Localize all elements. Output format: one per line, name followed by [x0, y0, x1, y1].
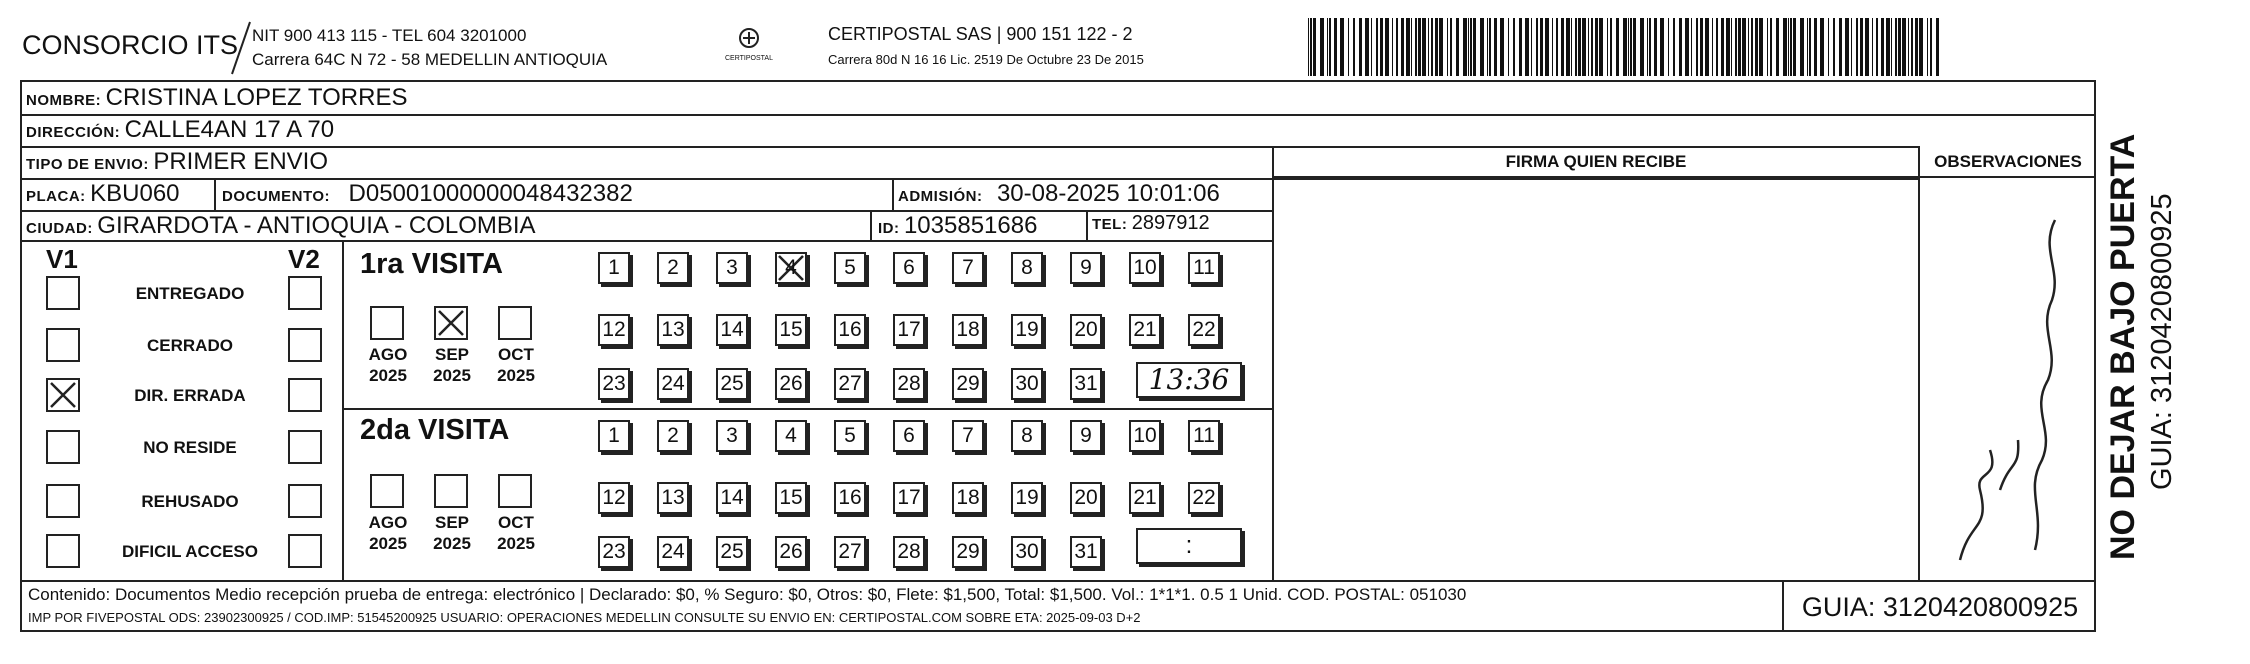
- barcode-bar: [1401, 18, 1404, 76]
- barcode-bar: [1814, 18, 1817, 76]
- barcode-bar: [1721, 18, 1724, 76]
- barcode-bar: [1519, 18, 1522, 76]
- day-box[interactable]: 30: [1011, 368, 1043, 400]
- barcode-bar: [1599, 18, 1603, 76]
- day-box[interactable]: 8: [1011, 420, 1043, 452]
- barcode-bar: [1860, 18, 1863, 76]
- logo-icon: [734, 26, 764, 50]
- carrier-name: CERTIPOSTAL SAS | 900 151 122 - 2: [828, 24, 1133, 44]
- status-checkbox-v2[interactable]: [288, 484, 322, 518]
- barcode-bar: [1353, 18, 1355, 76]
- month-year: 2025: [369, 366, 407, 385]
- admision-label: ADMISIÓN:: [898, 188, 983, 205]
- day-box[interactable]: 20: [1070, 314, 1102, 346]
- barcode-bar: [1561, 18, 1564, 76]
- ciudad-row: [26, 212, 536, 240]
- day-box[interactable]: 29: [952, 536, 984, 568]
- day-box[interactable]: 30: [1011, 536, 1043, 568]
- day-box[interactable]: 19: [1011, 314, 1043, 346]
- barcode-bar: [1898, 18, 1901, 76]
- barcode-bar: [1915, 18, 1918, 76]
- day-box[interactable]: 20: [1070, 482, 1102, 514]
- day-box[interactable]: 1: [598, 420, 630, 452]
- documento-value: D05001000000048432382: [348, 180, 633, 207]
- barcode-bar: [1494, 18, 1497, 76]
- barcode-bar: [1540, 18, 1543, 76]
- barcode-bar: [1418, 18, 1421, 76]
- barcode-bar: [1845, 18, 1849, 76]
- documento-label: DOCUMENTO:: [222, 188, 331, 205]
- direccion-value: CALLE4AN 17 A 70: [124, 116, 335, 143]
- barcode-bar: [1660, 18, 1664, 76]
- barcode-bar: [1751, 18, 1753, 76]
- barcode-bar: [1531, 18, 1532, 76]
- barcode-bar: [1422, 18, 1426, 76]
- barcode-bar: [1851, 18, 1852, 76]
- id-row: [878, 212, 1037, 240]
- barcode-bar: [1654, 18, 1657, 76]
- company-name: CONSORCIO ITS: [22, 30, 239, 60]
- day-box[interactable]: 6: [893, 252, 925, 284]
- barcode-bar: [1513, 18, 1515, 76]
- company-address: Carrera 64C N 72 - 58 MEDELLIN ANTIOQUIA: [252, 50, 608, 69]
- barcode-bar: [1616, 18, 1619, 76]
- day-box[interactable]: 13: [657, 314, 689, 346]
- day-box[interactable]: 14: [716, 314, 748, 346]
- tipo-value: PRIMER ENVIO: [153, 148, 329, 175]
- status-label: REHUSADO: [141, 492, 239, 511]
- barcode-bar: [1696, 18, 1698, 76]
- barcode-bar: [1833, 18, 1835, 76]
- day-box[interactable]: 12: [598, 482, 630, 514]
- day-box[interactable]: 7: [952, 252, 984, 284]
- barcode-bar: [1340, 18, 1344, 76]
- barcode-bar: [1783, 18, 1787, 76]
- barcode-bar: [1575, 18, 1577, 76]
- barcode-bar: [1911, 18, 1913, 76]
- barcode-bar: [1556, 18, 1558, 76]
- side-warning: NO DEJAR BAJO PUERTA: [2104, 133, 2142, 560]
- contenido-text: Contenido: Documentos Medio recepción prueba de entrega: electrónico | Declarado: $0, % Seguro: $0, Otros: $0, Flete: $1,500, Total: $1,500. Vol.: 1*1*1. 0.5 1 Unid. COD. POSTAL: 051030: [28, 585, 1467, 604]
- day-box[interactable]: 27: [834, 368, 866, 400]
- day-box[interactable]: 18: [952, 314, 984, 346]
- barcode-bar: [1673, 18, 1675, 76]
- barcode-bar: [1431, 18, 1433, 76]
- barcode-bar: [1435, 18, 1438, 76]
- status-label: DIR. ERRADA: [134, 386, 246, 405]
- day-box[interactable]: 7: [952, 420, 984, 452]
- day-box[interactable]: 15: [775, 482, 807, 514]
- barcode-bar: [1610, 18, 1612, 76]
- observaciones-label: OBSERVACIONES: [1934, 152, 2082, 171]
- barcode-bar: [1392, 18, 1393, 76]
- status-label: DIFICIL ACCESO: [121, 542, 258, 561]
- visit2-time: :: [1185, 532, 1193, 559]
- barcode-bar: [1365, 18, 1369, 76]
- barcode-bar: [1755, 18, 1758, 76]
- barcode: [1308, 18, 1942, 76]
- month-name: AGO: [368, 345, 408, 364]
- status-checkbox-v2[interactable]: [288, 534, 322, 568]
- barcode-bar: [1800, 18, 1804, 76]
- barcode-bar: [1930, 18, 1932, 76]
- nit-line: NIT 900 413 115 - TEL 604 3201000: [252, 26, 527, 45]
- day-box[interactable]: 5: [834, 420, 866, 452]
- barcode-bar: [1700, 18, 1703, 76]
- day-box[interactable]: 10: [1129, 420, 1161, 452]
- barcode-bar: [1578, 18, 1581, 76]
- barcode-bar: [1872, 18, 1873, 76]
- day-box[interactable]: 31: [1070, 536, 1102, 568]
- barcode-bar: [1313, 18, 1316, 76]
- day-box[interactable]: 10: [1129, 252, 1161, 284]
- day-box[interactable]: 18: [952, 482, 984, 514]
- barcode-bar: [1468, 18, 1469, 76]
- barcode-bar: [1320, 18, 1324, 76]
- barcode-bar: [1591, 18, 1593, 76]
- status-checkbox-v2[interactable]: [288, 430, 322, 464]
- id-label: ID:: [878, 220, 900, 237]
- barcode-bar: [1716, 18, 1718, 76]
- barcode-bar: [1820, 18, 1824, 76]
- nombre-value: CRISTINA LOPEZ TORRES: [105, 84, 408, 111]
- barcode-bar: [1359, 18, 1362, 76]
- nombre-label: NOMBRE:: [26, 92, 102, 109]
- status-label: ENTREGADO: [135, 284, 245, 303]
- day-box[interactable]: 19: [1011, 482, 1043, 514]
- day-box[interactable]: 3: [716, 252, 748, 284]
- month-year: 2025: [497, 366, 535, 385]
- status-checkbox-v1[interactable]: [46, 328, 80, 362]
- barcode-bar: [1640, 18, 1644, 76]
- barcode-bar: [1525, 18, 1529, 76]
- barcode-bar: [1936, 18, 1939, 76]
- day-box[interactable]: 13: [657, 482, 689, 514]
- day-box[interactable]: 3: [716, 420, 748, 452]
- barcode-bar: [1406, 18, 1410, 76]
- id-value: 1035851686: [903, 212, 1038, 239]
- barcode-bar: [1788, 18, 1789, 76]
- month-year: 2025: [369, 534, 407, 553]
- visit1-time-box[interactable]: [1136, 362, 1242, 398]
- barcode-bar: [1571, 18, 1572, 76]
- barcode-bar: [1790, 18, 1792, 76]
- barcode-bar: [1759, 18, 1763, 76]
- month-name: SEP: [434, 513, 470, 532]
- barcode-bar: [1895, 18, 1897, 76]
- barcode-bar: [1839, 18, 1842, 76]
- barcode-bar: [1500, 18, 1504, 76]
- day-box[interactable]: 4: [775, 252, 807, 284]
- day-box[interactable]: 31: [1070, 368, 1102, 400]
- direccion-label: DIRECCIÓN:: [26, 124, 121, 141]
- visit2-title: 2da VISITA: [360, 414, 510, 446]
- month-checkbox[interactable]: [434, 306, 468, 340]
- visit2-time-box[interactable]: [1136, 528, 1242, 564]
- day-box[interactable]: 16: [834, 482, 866, 514]
- day-box[interactable]: 24: [657, 368, 689, 400]
- day-box[interactable]: 1: [598, 252, 630, 284]
- admision-value: 30-08-2025 10:01:06: [996, 180, 1220, 207]
- firma-label: FIRMA QUIEN RECIBE: [1505, 152, 1687, 171]
- month-checkbox[interactable]: [498, 474, 532, 508]
- barcode-bar: [1348, 18, 1349, 76]
- day-box[interactable]: 2: [657, 420, 689, 452]
- barcode-bar: [1376, 18, 1378, 76]
- status-checkbox-v1[interactable]: [46, 534, 80, 568]
- barcode-bar: [1396, 18, 1398, 76]
- barcode-bar: [1649, 18, 1651, 76]
- month-year: 2025: [433, 366, 471, 385]
- barcode-bar: [1807, 18, 1808, 76]
- tel-label: TEL:: [1092, 216, 1128, 233]
- day-box[interactable]: 25: [716, 368, 748, 400]
- v1-label: V1: [46, 244, 78, 274]
- barcode-bar: [1428, 18, 1429, 76]
- barcode-bar: [1473, 18, 1476, 76]
- barcode-bar: [1588, 18, 1589, 76]
- nombre-row: [26, 84, 407, 112]
- barcode-bar: [1828, 18, 1829, 76]
- barcode-bar: [1630, 18, 1632, 76]
- barcode-bar: [1329, 18, 1331, 76]
- barcode-bar: [1865, 18, 1869, 76]
- logo-text: CERTIPOSTAL: [725, 55, 773, 62]
- barcode-bar: [1809, 18, 1811, 76]
- day-box[interactable]: 9: [1070, 420, 1102, 452]
- barcode-bar: [1856, 18, 1858, 76]
- barcode-bar: [1623, 18, 1627, 76]
- barcode-bar: [1633, 18, 1636, 76]
- day-box[interactable]: 26: [775, 368, 807, 400]
- day-box[interactable]: 25: [716, 536, 748, 568]
- barcode-bar: [1735, 18, 1737, 76]
- barcode-bar: [1308, 18, 1309, 76]
- documento-row: [222, 180, 633, 208]
- day-box[interactable]: 6: [893, 420, 925, 452]
- barcode-bar: [1738, 18, 1741, 76]
- barcode-bar: [1552, 18, 1553, 76]
- side-guia: GUIA: 3120420800925: [2146, 193, 2178, 490]
- barcode-bar: [1748, 18, 1749, 76]
- barcode-bar: [1647, 18, 1648, 76]
- barcode-bar: [1726, 18, 1730, 76]
- month-checkbox[interactable]: [370, 306, 404, 340]
- month-checkbox[interactable]: [370, 474, 404, 508]
- carrier-address: Carrera 80d N 16 16 Lic. 2519 De Octubre 23 De 2015: [828, 52, 1144, 67]
- barcode-bar: [1566, 18, 1570, 76]
- status-checkbox-v2[interactable]: [288, 276, 322, 310]
- day-box[interactable]: 17: [893, 314, 925, 346]
- barcode-bar: [1628, 18, 1629, 76]
- month-name: AGO: [368, 513, 408, 532]
- barcode-bar: [1371, 18, 1372, 76]
- barcode-bar: [1463, 18, 1467, 76]
- barcode-bar: [1334, 18, 1337, 76]
- ciudad-label: CIUDAD:: [26, 220, 93, 237]
- tipo-label: TIPO DE ENVIO:: [26, 156, 149, 173]
- day-box[interactable]: 8: [1011, 252, 1043, 284]
- observaciones-handwriting: [1930, 190, 2090, 575]
- status-checkbox-v2[interactable]: [288, 378, 322, 412]
- barcode-bar: [1891, 18, 1892, 76]
- month-checkbox[interactable]: [498, 306, 532, 340]
- placa-value: KBU060: [90, 180, 180, 207]
- barcode-bar: [1411, 18, 1412, 76]
- barcode-bar: [1545, 18, 1549, 76]
- day-box[interactable]: 21: [1129, 314, 1161, 346]
- barcode-bar: [1439, 18, 1443, 76]
- status-label: CERRADO: [147, 336, 233, 355]
- day-box[interactable]: 23: [598, 368, 630, 400]
- barcode-bar: [1327, 18, 1328, 76]
- day-box[interactable]: 11: [1188, 252, 1220, 284]
- barcode-bar: [1927, 18, 1928, 76]
- barcode-bar: [1380, 18, 1383, 76]
- day-box[interactable]: 29: [952, 368, 984, 400]
- tel-row: [1092, 212, 1210, 235]
- barcode-bar: [1793, 18, 1796, 76]
- barcode-bar: [1607, 18, 1608, 76]
- day-box[interactable]: 22: [1188, 482, 1220, 514]
- status-checkbox-v1[interactable]: [46, 484, 80, 518]
- status-checkbox-v2[interactable]: [288, 328, 322, 362]
- month-name: SEP: [434, 345, 470, 364]
- placa-row: [26, 180, 180, 208]
- direccion-row: [26, 116, 334, 144]
- barcode-bar: [1582, 18, 1586, 76]
- barcode-bar: [1919, 18, 1923, 76]
- month-year: 2025: [497, 534, 535, 553]
- day-box[interactable]: 5: [834, 252, 866, 284]
- barcode-bar: [1902, 18, 1906, 76]
- barcode-bar: [1691, 18, 1692, 76]
- day-box[interactable]: 17: [893, 482, 925, 514]
- barcode-bar: [1886, 18, 1890, 76]
- day-box[interactable]: 27: [834, 536, 866, 568]
- admision-row: [898, 180, 1220, 208]
- barcode-bar: [1731, 18, 1732, 76]
- month-name: OCT: [498, 513, 534, 532]
- certipostal-logo: [722, 26, 776, 62]
- day-box[interactable]: 23: [598, 536, 630, 568]
- status-checkbox-v1[interactable]: [46, 430, 80, 464]
- v2-label: V2: [288, 244, 320, 274]
- day-box[interactable]: 24: [657, 536, 689, 568]
- tel-value: 2897912: [1131, 212, 1210, 234]
- barcode-bar: [1508, 18, 1509, 76]
- slash-divider: [228, 18, 254, 78]
- day-box[interactable]: 11: [1188, 420, 1220, 452]
- barcode-bar: [1776, 18, 1779, 76]
- footer-guia: GUIA: 3120420800925: [1801, 592, 2079, 622]
- day-box[interactable]: 26: [775, 536, 807, 568]
- day-box[interactable]: 12: [598, 314, 630, 346]
- barcode-bar: [1712, 18, 1713, 76]
- day-box[interactable]: 14: [716, 482, 748, 514]
- day-box[interactable]: 4: [775, 420, 807, 452]
- barcode-bar: [1385, 18, 1389, 76]
- month-name: OCT: [498, 345, 534, 364]
- barcode-bar: [1767, 18, 1768, 76]
- barcode-bar: [1685, 18, 1689, 76]
- day-box[interactable]: 28: [893, 536, 925, 568]
- barcode-bar: [1487, 18, 1488, 76]
- barcode-bar: [1908, 18, 1909, 76]
- day-box[interactable]: 21: [1129, 482, 1161, 514]
- day-box[interactable]: 28: [893, 368, 925, 400]
- day-box[interactable]: 15: [775, 314, 807, 346]
- day-box[interactable]: 22: [1188, 314, 1220, 346]
- day-box[interactable]: 2: [657, 252, 689, 284]
- status-label: NO RESIDE: [143, 438, 237, 457]
- barcode-bar: [1705, 18, 1709, 76]
- day-box[interactable]: 16: [834, 314, 866, 346]
- status-checkbox-v1[interactable]: [46, 276, 80, 310]
- barcode-bar: [1489, 18, 1491, 76]
- visit1-time: 13:36: [1148, 363, 1230, 396]
- barcode-bar: [1456, 18, 1459, 76]
- barcode-bar: [1679, 18, 1682, 76]
- day-box[interactable]: 9: [1070, 252, 1102, 284]
- barcode-bar: [1595, 18, 1598, 76]
- barcode-bar: [1447, 18, 1448, 76]
- status-checkbox-v1[interactable]: [46, 378, 80, 412]
- barcode-bar: [1450, 18, 1452, 76]
- barcode-bar: [1536, 18, 1538, 76]
- barcode-bar: [1876, 18, 1878, 76]
- visit1-title: 1ra VISITA: [360, 248, 503, 280]
- barcode-bar: [1742, 18, 1746, 76]
- barcode-bar: [1881, 18, 1884, 76]
- barcode-bar: [1480, 18, 1484, 76]
- placa-label: PLACA:: [26, 188, 86, 205]
- barcode-bar: [1668, 18, 1669, 76]
- barcode-bar: [1470, 18, 1472, 76]
- barcode-bar: [1770, 18, 1772, 76]
- month-checkbox[interactable]: [434, 474, 468, 508]
- month-year: 2025: [433, 534, 471, 553]
- barcode-bar: [1310, 18, 1312, 76]
- tipo-row: [26, 148, 328, 176]
- imp-text: IMP POR FIVEPOSTAL ODS: 23902300925 / COD.IMP: 51545200925 USUARIO: OPERACIONES MEDELLIN CONSULTE SU ENVIO EN: CERTIPOSTAL.COM SOBRE ETA: 2025-09-03 D+2: [28, 610, 1141, 625]
- barcode-bar: [1415, 18, 1417, 76]
- ciudad-value: GIRARDOTA - ANTIOQUIA - COLOMBIA: [97, 212, 536, 239]
